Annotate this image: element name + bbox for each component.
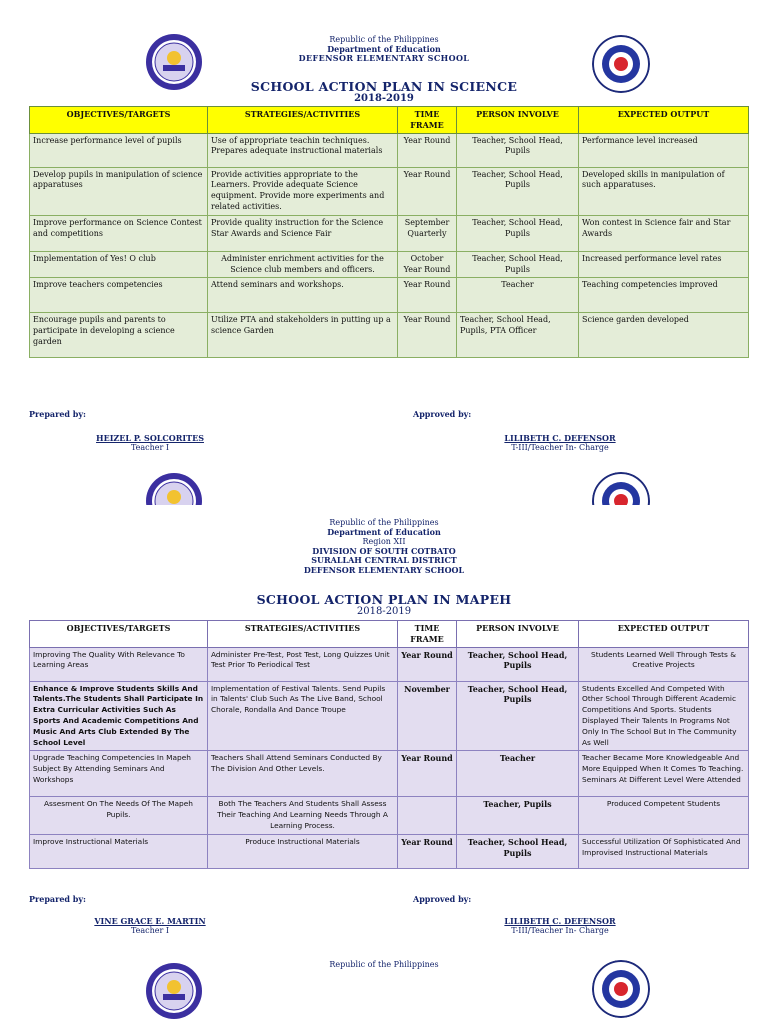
mapeh-action-plan-table (29, 620, 749, 869)
science-action-plan-table (29, 106, 749, 358)
table-cell: Year Round (398, 278, 457, 313)
table-cell: Year Round (398, 167, 457, 215)
table-cell: Enhance & Improve Students Skills And Talents.The Students Shall Participate In Extra Curricular Activities Such As Sports And Academic Competitions And Music And Arts Club Extended By The School Level (30, 681, 208, 751)
table-cell: Teacher, School Head, Pupils (457, 133, 579, 167)
table-cell: Increase performance level of pupils (30, 133, 208, 167)
table-row (30, 167, 749, 215)
school-name-line: DEFENSOR ELEMENTARY SCHOOL (298, 53, 470, 63)
table-row (30, 647, 749, 681)
table-cell: Improve Instructional Materials (30, 834, 208, 868)
column-header: PERSON INVOLVE (457, 621, 579, 648)
department-line: Department of Education (327, 43, 441, 54)
approved-by-label: Approved by: (413, 409, 472, 419)
table-cell: Year Round (398, 313, 457, 358)
table-cell: Students Learned Well Through Tests & Creative Projects (579, 647, 749, 681)
mapeh-letterhead (0, 518, 768, 575)
prepared-signatory (60, 916, 240, 935)
mapeh-title: SCHOOL ACTION PLAN IN MAPEH (256, 592, 512, 607)
mapeh-page (0, 470, 768, 1024)
prepared-by-block (29, 894, 86, 904)
school-seal-left-icon (145, 472, 203, 505)
approved-by-name: LILIBETH C. DEFENSOR (504, 916, 616, 926)
approved-by-block (413, 409, 471, 419)
table-row (30, 681, 749, 751)
school-seal-left-icon (145, 962, 203, 1020)
column-header: TIME FRAME (398, 621, 457, 648)
table-cell (398, 797, 457, 834)
table-cell: Assesment On The Needs Of The Mapeh Pupils. (30, 797, 208, 834)
table-cell: Won contest in Science fair and Star Awards (579, 215, 749, 251)
table-cell: Teacher, School Head, Pupils (457, 647, 579, 681)
mapeh-year: 2018-2019 (356, 606, 412, 617)
approved-by-role: T-III/Teacher In- Charge (511, 926, 609, 935)
prepared-by-label: Prepared by: (29, 409, 86, 419)
table-cell: Develop pupils in manipulation of science apparatuses (30, 167, 208, 215)
table-cell: Implementation of Yes! O club (30, 251, 208, 278)
table-row (30, 215, 749, 251)
approved-by-name: LILIBETH C. DEFENSOR (504, 433, 616, 443)
table-cell: Increased performance level rates (579, 251, 749, 278)
table-row (30, 797, 749, 834)
next-page-letterhead (0, 960, 768, 970)
approved-by-block (413, 894, 471, 904)
table-row (30, 278, 749, 313)
table-header-row (30, 621, 749, 648)
column-header: STRATEGIES/ACTIVITIES (208, 107, 398, 134)
table-cell: Improve teachers competencies (30, 278, 208, 313)
table-cell: Teaching competencies improved (579, 278, 749, 313)
table-cell: Teachers Shall Attend Seminars Conducted By The Division And Other Levels. (208, 751, 398, 797)
region-line: Region XII (362, 537, 406, 546)
column-header: STRATEGIES/ACTIVITIES (208, 621, 398, 648)
prepared-by-role: Teacher I (130, 443, 170, 452)
table-cell: Students Excelled And Competed With Other School Through Different Academic Competitions And Sports. Students Displayed Their Talents In Programs Not Only In The School But In The Community As Well (579, 681, 749, 751)
table-cell: November (398, 681, 457, 751)
table-cell: Administer enrichment activities for the Science club members and officers. (208, 251, 398, 278)
prepared-by-name: VINE GRACE E. MARTIN (94, 916, 206, 926)
table-row (30, 133, 749, 167)
table-cell: Utilize PTA and stakeholders in putting up a science Garden (208, 313, 398, 358)
table-cell: Encourage pupils and parents to participate in developing a science garden (30, 313, 208, 358)
table-cell: September Quarterly (398, 215, 457, 251)
prepared-signatory (60, 433, 240, 452)
table-cell: Year Round (398, 834, 457, 868)
table-cell: Year Round (398, 133, 457, 167)
table-cell: Use of appropriate teachin techniques. Prepares adequate instructional materials (208, 133, 398, 167)
table-cell: Year Round (398, 751, 457, 797)
table-cell: Developed skills in manipulation of such apparatuses. (579, 167, 749, 215)
table-cell: Performance level increased (579, 133, 749, 167)
prepared-by-block (29, 409, 86, 419)
table-cell: Provide activities appropriate to the Learners. Provide adequate Science equipment. Provide more experiments and related activities. (208, 167, 398, 215)
table-cell: Administer Pre-Test, Post Test, Long Quizzes Unit Test Prior To Periodical Test (208, 647, 398, 681)
table-cell: Teacher, Pupils (457, 797, 579, 834)
district-line: SURALLAH CENTRAL DISTRICT (311, 555, 457, 565)
column-header: TIME FRAME (398, 107, 457, 134)
column-header: EXPECTED OUTPUT (579, 107, 749, 134)
approved-signatory (470, 433, 650, 452)
approved-signatory (470, 916, 650, 935)
table-cell: Upgrade Teaching Competencies In Mapeh Subject By Attending Seminars And Workshops (30, 751, 208, 797)
approved-by-role: T-III/Teacher In- Charge (511, 443, 609, 452)
science-page (0, 0, 768, 505)
approved-by-label: Approved by: (413, 894, 472, 904)
table-cell: Both The Teachers And Students Shall Assess Their Teaching And Learning Needs Through A Learning Process. (208, 797, 398, 834)
republic-line: Republic of the Philippines (329, 518, 439, 527)
table-row (30, 834, 749, 868)
republic-line: Republic of the Philippines (329, 35, 439, 44)
science-letterhead (0, 35, 768, 64)
table-cell: Attend seminars and workshops. (208, 278, 398, 313)
table-cell: Teacher (457, 751, 579, 797)
table-cell: Improve performance on Science Contest and competitions (30, 215, 208, 251)
table-cell: Year Round (398, 647, 457, 681)
division-line: DIVISION OF SOUTH COTBATO (312, 545, 456, 556)
table-cell: Teacher, School Head, Pupils (457, 215, 579, 251)
table-cell: Provide quality instruction for the Science Star Awards and Science Fair (208, 215, 398, 251)
column-header: EXPECTED OUTPUT (579, 621, 749, 648)
prepared-by-label: Prepared by: (29, 894, 86, 904)
prepared-by-role: Teacher I (130, 926, 170, 935)
table-row (30, 751, 749, 797)
science-title: SCHOOL ACTION PLAN IN SCIENCE (250, 79, 518, 94)
table-cell: Improving The Quality With Relevance To Learning Areas (30, 647, 208, 681)
table-cell: Teacher, School Head, Pupils (457, 167, 579, 215)
science-year: 2018-2019 (354, 93, 414, 104)
table-cell: Teacher, School Head, Pupils, PTA Officer (457, 313, 579, 358)
table-row (30, 251, 749, 278)
table-cell: October Year Round (398, 251, 457, 278)
table-row (30, 313, 749, 358)
school-name-line: DEFENSOR ELEMENTARY SCHOOL (303, 564, 465, 575)
table-cell: Produce Instructional Materials (208, 834, 398, 868)
table-cell: Teacher (457, 278, 579, 313)
prepared-by-name: HEIZEL P. SOLCORITES (96, 433, 204, 443)
table-cell: Implementation of Festival Talents. Send Pupils in Talents' Club Such As The Live Band, School Chorale, Rondalla And Dance Troupe (208, 681, 398, 751)
column-header: OBJECTIVES/TARGETS (30, 621, 208, 648)
table-cell: Successful Utilization Of Sophisticated And Improvised Instructional Materials (579, 834, 749, 868)
table-cell: Teacher, School Head, Pupils (457, 834, 579, 868)
deped-seal-right-icon (592, 472, 650, 505)
department-line: Department of Education (327, 526, 441, 537)
table-cell: Teacher, School Head, Pupils (457, 251, 579, 278)
table-cell: Produced Competent Students (579, 797, 749, 834)
table-cell: Science garden developed (579, 313, 749, 358)
republic-line: Republic of the Philippines (329, 960, 439, 969)
table-cell: Teacher, School Head, Pupils (457, 681, 579, 751)
table-cell: Teacher Became More Knowledgeable And More Equipped When It Comes To Teaching. Seminars At Different Level Were Attended (579, 751, 749, 797)
column-header: PERSON INVOLVE (457, 107, 579, 134)
column-header: OBJECTIVES/TARGETS (30, 107, 208, 134)
table-header-row (30, 107, 749, 134)
